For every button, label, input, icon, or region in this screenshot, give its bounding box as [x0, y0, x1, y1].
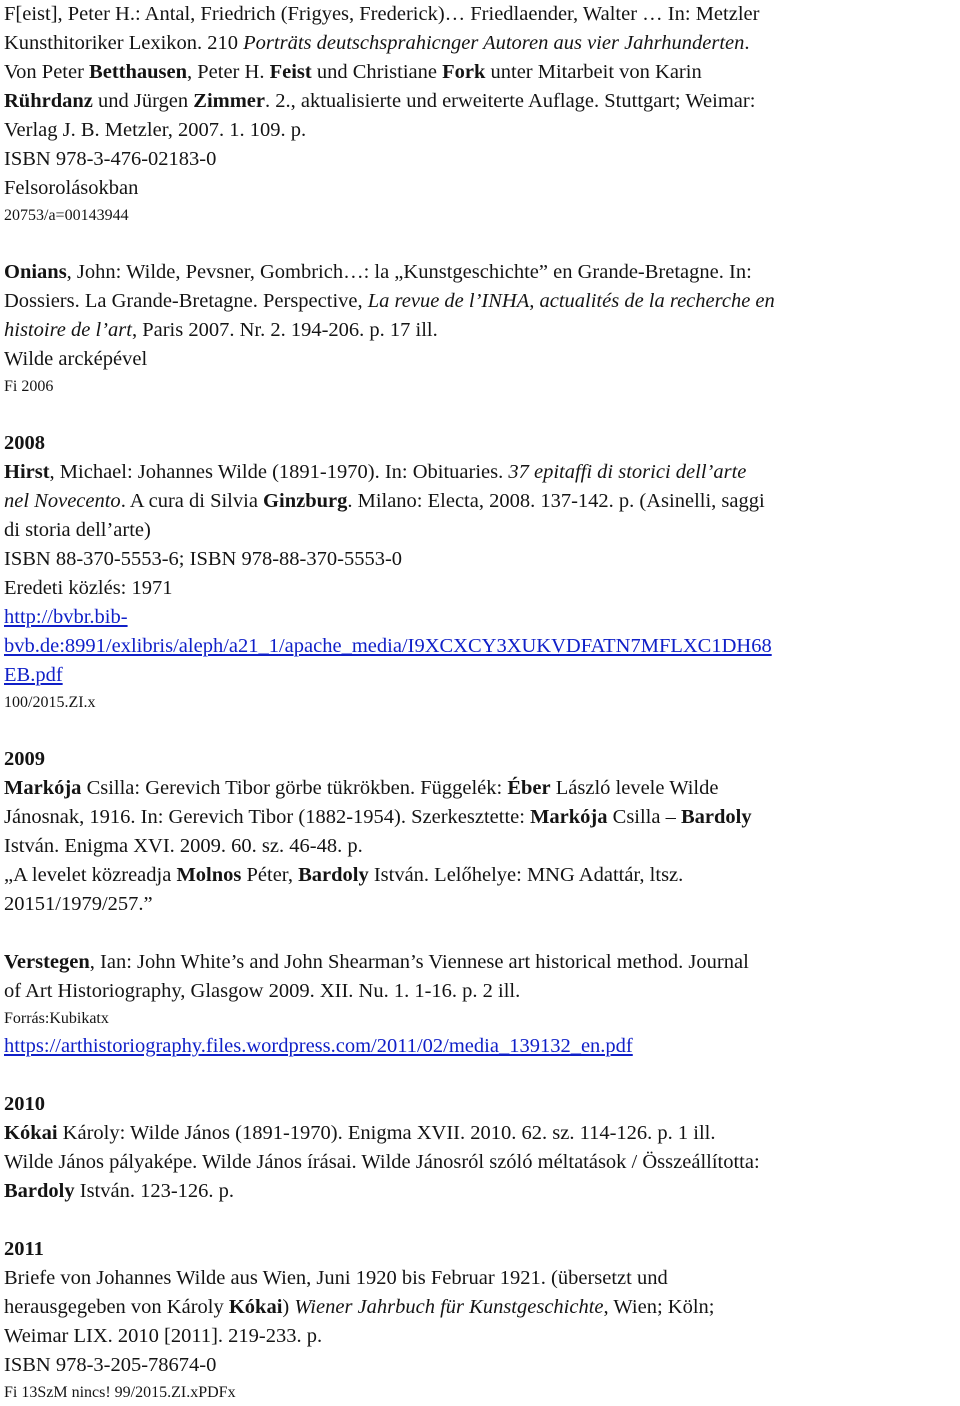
pdf-link[interactable]: bvb.de:8991/exlibris/aleph/a21_1/apache_media/I9XCXCY3XUKVDFATN7MFLXC1DH68: [4, 635, 772, 657]
text-run: Jánosnak, 1916. In: Gerevich Tibor (1882-1954). Szerkesztette:: [4, 806, 531, 828]
call-number: 20753/a=00143944: [4, 207, 129, 224]
pdf-link[interactable]: https://arthistoriography.files.wordpress.com/2011/02/media_139132_en.pdf: [4, 1035, 633, 1057]
call-number: Fi 13SzM nincs! 99/2015.ZI.xPDFx: [4, 1384, 236, 1401]
text-run: ): [282, 1296, 295, 1318]
link-line: [4, 632, 954, 661]
author-name: Éber: [507, 777, 551, 799]
author-name: Bardoly: [680, 806, 752, 828]
isbn: ISBN 978-3-476-02183-0: [4, 148, 217, 170]
text-run: Csilla –: [607, 806, 681, 828]
text-run: und Jürgen: [92, 90, 194, 112]
author-name: Fork: [442, 61, 486, 83]
entry-line: Briefe von Johannes Wilde aus Wien, Juni 1920 bis Februar 1921. (übersetzt und: [4, 1267, 668, 1289]
spacer: [4, 400, 954, 429]
note: Eredeti közlés: 1971: [4, 577, 173, 599]
text-run: Csilla: Gerevich Tibor görbe tükrökben. Függelék:: [81, 777, 508, 799]
text-run: Károly: Wilde János (1891-1970). Enigma XVII. 2010. 62. sz. 114-126. p. 1 ill.: [57, 1122, 716, 1144]
entry-line: [4, 58, 954, 87]
note: Felsorolásokban: [4, 177, 139, 199]
text-run: László levele Wilde: [550, 777, 719, 799]
text-run: Dossiers. La Grande-Bretagne. Perspective,: [4, 290, 368, 312]
spacer: [4, 1061, 954, 1090]
text-run: . Milano: Electa, 2008. 137-142. p. (Asinelli, saggi: [347, 490, 765, 512]
book-title: Porträts deutschsprahicnger Autoren aus vier Jahrhunderten: [243, 32, 745, 54]
text-run: . A cura di Silvia: [120, 490, 264, 512]
author-name: Markója: [4, 777, 82, 799]
note: Wilde arcképével: [4, 348, 148, 370]
text-run: , Michael: Johannes Wilde (1891-1970). In: Obituaries.: [49, 461, 509, 483]
link-line: [4, 661, 954, 690]
spacer: [4, 1206, 954, 1235]
entry-line: [4, 774, 954, 803]
section-2009: [4, 745, 954, 1061]
author-name: Bardoly: [4, 1180, 75, 1202]
author-name: Markója: [530, 806, 608, 828]
year-heading: 2009: [4, 748, 45, 770]
author-name: Verstegen: [4, 951, 90, 973]
text-run: „A levelet közreadja: [4, 864, 177, 886]
spacer: [4, 919, 954, 948]
entry-line: [4, 1119, 954, 1148]
link-line: [4, 603, 954, 632]
year-heading: 2010: [4, 1093, 45, 1115]
section-2011: [4, 1235, 954, 1406]
text-run: , Wien; Köln;: [603, 1296, 715, 1318]
entry-line: [4, 1293, 954, 1322]
entry-line: [4, 258, 954, 287]
text-run: und Christiane: [311, 61, 443, 83]
text-run: István. Lelőhelye: MNG Adattár, ltsz.: [368, 864, 684, 886]
text-run: Kunsthitoriker Lexikon. 210: [4, 32, 244, 54]
entry-line: Wilde János pályaképe. Wilde János írásai. Wilde Jánosról szóló méltatások / Összeállította:: [4, 1151, 760, 1173]
entry-line: [4, 487, 954, 516]
text-run: István. 123-126. p.: [74, 1180, 235, 1202]
entry-line: di storia dell’arte): [4, 519, 151, 541]
author-name: Rührdanz: [4, 90, 93, 112]
section-2010: [4, 1090, 954, 1206]
link-line: [4, 1032, 954, 1061]
call-number: Fi 2006: [4, 378, 54, 395]
author-name: Bardoly: [298, 864, 369, 886]
text-run: . 2., aktualisierte und erweiterte Auflage. Stuttgart; Weimar:: [265, 90, 756, 112]
isbn: ISBN 88-370-5553-6; ISBN 978-88-370-5553-0: [4, 548, 403, 570]
entry-line: of Art Historiography, Glasgow 2009. XII. Nu. 1. 1-16. p. 2 ill.: [4, 980, 521, 1002]
spacer: [4, 716, 954, 745]
text-run: unter Mitarbeit von Karin: [485, 61, 702, 83]
entry-feist: [4, 0, 954, 229]
entry-line: [4, 29, 954, 58]
text-run: , John: Wilde, Pevsner, Gombrich…: la „Kunstgeschichte” en Grande-Bretagne. In:: [66, 261, 752, 283]
text-run: Péter,: [241, 864, 299, 886]
entry-line: [4, 803, 954, 832]
entry-line: [4, 458, 954, 487]
book-title: 37 epitaffi di storici dell’arte: [508, 461, 747, 483]
entry-line: [4, 1177, 954, 1206]
entry-line: [4, 287, 954, 316]
text-run: , Paris 2007. Nr. 2. 194-206. p. 17 ill.: [131, 319, 438, 341]
entry-line: [4, 861, 954, 890]
entry-line: F[eist], Peter H.: Antal, Friedrich (Frigyes, Frederick)… Friedlaender, Walter … In: Metzler: [4, 3, 760, 25]
text-run: herausgegeben von Károly: [4, 1296, 229, 1318]
entry-line: 20151/1979/257.”: [4, 893, 153, 915]
text-run: , Ian: John White’s and John Shearman’s Viennese art historical method. Journal: [89, 951, 749, 973]
entry-line: [4, 316, 954, 345]
author-name: Kókai: [228, 1296, 283, 1318]
year-heading: 2008: [4, 432, 45, 454]
entry-line: Weimar LIX. 2010 [2011]. 219-233. p.: [4, 1325, 323, 1347]
text-run: , Peter H.: [187, 61, 270, 83]
author-name: Ginzburg: [263, 490, 348, 512]
author-name: Betthausen: [89, 61, 188, 83]
entry-line: [4, 87, 954, 116]
entry-line: István. Enigma XVI. 2009. 60. sz. 46-48. p.: [4, 835, 363, 857]
entry-onians: [4, 258, 954, 400]
year-heading: 2011: [4, 1238, 44, 1260]
author-name: Kókai: [4, 1122, 58, 1144]
author-name: Zimmer: [193, 90, 266, 112]
text-run: .: [744, 32, 750, 54]
section-2008: [4, 429, 954, 716]
text-run: Von Peter: [4, 61, 90, 83]
author-name: Molnos: [176, 864, 242, 886]
journal-title: La revue de l’INHA, actualités de la recherche en: [367, 290, 775, 312]
journal-title: histoire de l’art: [4, 319, 132, 341]
pdf-link[interactable]: EB.pdf: [4, 664, 63, 686]
call-number: 100/2015.ZI.x: [4, 694, 96, 711]
author-name: Feist: [269, 61, 312, 83]
book-title: nel Novecento: [4, 490, 121, 512]
journal-title: Wiener Jahrbuch für Kunstgeschichte: [294, 1296, 604, 1318]
author-name: Hirst: [4, 461, 50, 483]
spacer: [4, 229, 954, 258]
isbn: ISBN 978-3-205-78674-0: [4, 1354, 217, 1376]
entry-line: Verlag J. B. Metzler, 2007. 1. 109. p.: [4, 119, 307, 141]
author-name: Onians: [4, 261, 67, 283]
entry-line: [4, 948, 954, 977]
source-note: Forrás:Kubikatx: [4, 1010, 109, 1027]
pdf-link[interactable]: http://bvbr.bib-: [4, 606, 128, 628]
